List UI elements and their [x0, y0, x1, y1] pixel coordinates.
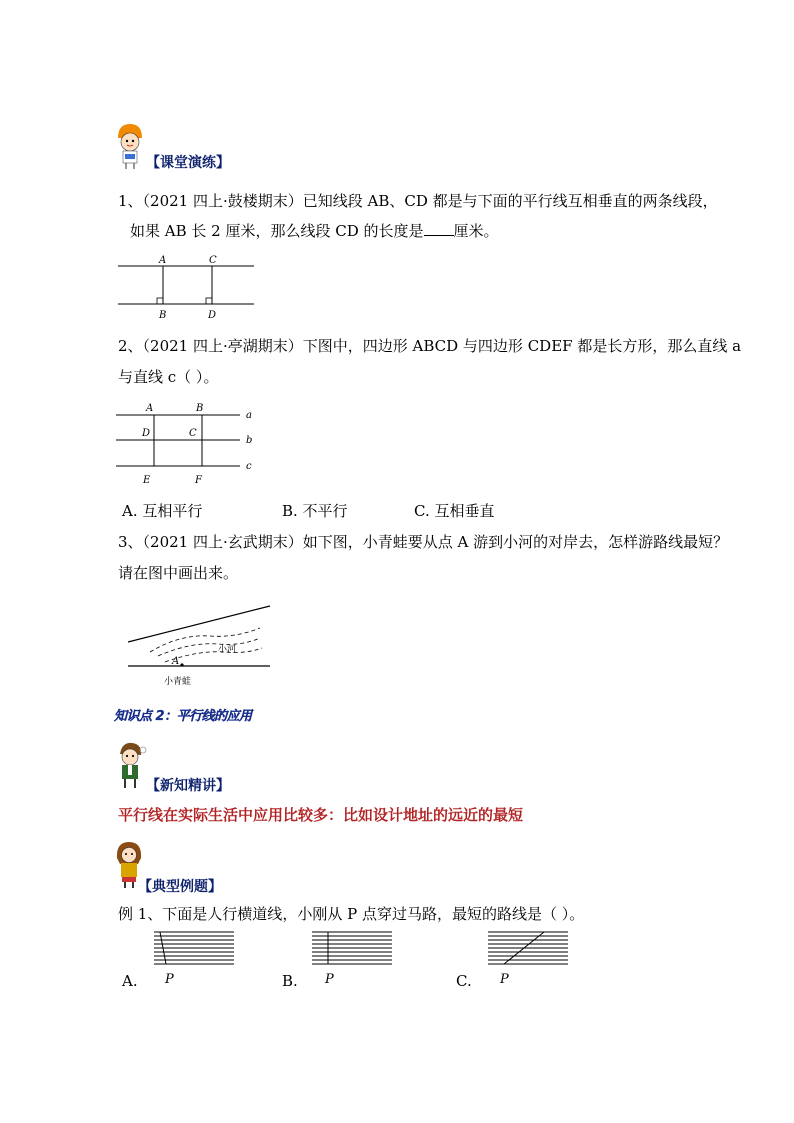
mascot-boy-icon [112, 738, 148, 790]
q2-label-E: E [143, 475, 151, 486]
q2-label-c: c [246, 461, 252, 472]
knowledge-point-heading: 知识点 2：平行线的应用 [114, 709, 252, 724]
q1-line2-suffix: 厘米。 [453, 222, 499, 240]
q2-option-a[interactable]: A. 互相平行 [122, 502, 203, 520]
q3-river-figure[interactable] [120, 600, 280, 692]
crosswalk-c-point-label: P [500, 972, 509, 987]
example1-text: 例 1、下面是人行横道线，小刚从 P 点穿过马路，最短的路线是（ ）。 [118, 905, 585, 923]
q1-label-A: A [159, 255, 167, 266]
q2-label-A: A [146, 403, 154, 414]
q3-label-river: 小河 [218, 645, 237, 655]
q3-label-frog: 小青蛙 [164, 677, 192, 687]
q2-label-D: D [142, 428, 151, 439]
q3-line2: 请在图中画出来。 [118, 564, 239, 582]
section-examples-heading: 【典型例题】 [138, 879, 222, 895]
crosswalk-a-point-label: P [165, 972, 174, 987]
example1-option-a[interactable]: A. [122, 972, 138, 990]
example1-option-c[interactable]: C. [456, 972, 472, 990]
q2-label-b: b [246, 435, 253, 446]
q1-answer-blank[interactable] [424, 221, 454, 236]
q1-line1: 1、（2021 四上·鼓楼期末）已知线段 AB、CD 都是与下面的平行线互相垂直的两条线段， [118, 192, 718, 210]
q1-line2 [130, 221, 499, 241]
crosswalk-option-b-figure[interactable] [308, 928, 398, 988]
example1-option-b[interactable]: B. [282, 972, 298, 990]
q1-label-C: C [209, 255, 217, 266]
crosswalk-option-a-figure[interactable] [150, 928, 240, 988]
q3-label-A: A [172, 656, 180, 667]
q2-line1: 2、（2021 四上·亭湖期末）下图中，四边形 ABCD 与四边形 CDEF 都是长方形，那么直线 a [118, 337, 742, 355]
section-practice-heading: 【课堂演练】 [146, 155, 230, 171]
q1-line2-text: 如果 AB 长 2 厘米，那么线段 CD 的长度是 [130, 222, 424, 240]
q3-line1: 3、（2021 四上·玄武期末）如下图，小青蛙要从点 A 游到小河的对岸去，怎样游路线最短？ [118, 533, 729, 551]
knowledge-text: 平行线在实际生活中应用比较多：比如设计地址的远近的最短 [118, 806, 524, 824]
crosswalk-b-point-label: P [325, 972, 334, 987]
section-new-knowledge-heading: 【新知精讲】 [146, 778, 230, 794]
q1-label-B: B [159, 310, 167, 321]
q2-option-c[interactable]: C. 互相垂直 [414, 502, 495, 520]
q2-label-B: B [196, 403, 204, 414]
q2-label-C: C [189, 428, 197, 439]
q1-figure [118, 252, 258, 322]
q2-option-b[interactable]: B. 不平行 [282, 502, 348, 520]
q2-label-F: F [195, 475, 202, 486]
crosswalk-option-c-figure[interactable] [484, 928, 574, 988]
q2-figure [116, 398, 262, 490]
q2-label-a: a [246, 410, 252, 421]
q2-line2: 与直线 c（ ）。 [118, 368, 219, 386]
mascot-girl-icon [112, 120, 148, 170]
q1-label-D: D [208, 310, 217, 321]
